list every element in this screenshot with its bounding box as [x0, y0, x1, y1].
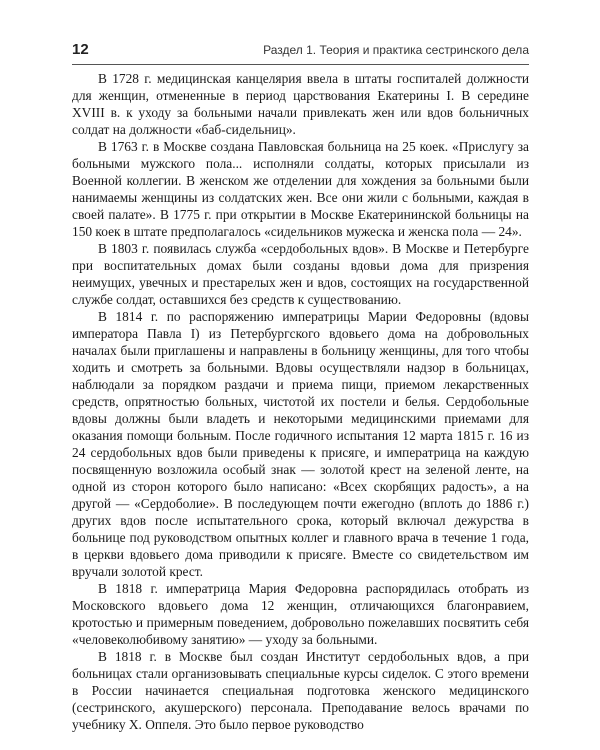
paragraph: В 1818 г. императрица Мария Федоровна распорядилась отобрать из Московского вдовьего дома 12 женщин, отличающихся благонравием, кротостью и примерным поведением, добровольно пожелавших посвятить себя «человеколюбивому занятию» — уходу за больными. — [72, 581, 529, 647]
paragraph: В 1728 г. медицинская канцелярия ввела в штаты госпиталей должности для женщин, отмененные в период царствования Екатерины I. В середине XVIII в. к уходу за больными начали привлекать жен или вдов больничных солдат на должности «баб-сидельниц». — [72, 71, 529, 137]
page-number: 12 — [72, 41, 89, 58]
page-header — [72, 40, 529, 64]
header-divider — [72, 64, 529, 65]
running-title: Раздел 1. Теория и практика сестринского дела — [263, 43, 529, 57]
paragraph: В 1814 г. по распоряжению императрицы Марии Федоровны (вдовы императора Павла I) из Петербургского вдовьего дома на добровольных началах были приглашены и направлены в больницу женщины, для того чтобы ходить и смотреть за больными. Вдовы осуществляли надзор в больницах, наблюдали за порядком раздачи и приема пищи, приемом лекарственных средств, опрятностью больных, чистотой их постели и белья. Сердобольные вдовы должны были владеть и некоторыми медицинскими приемами для оказания помощи больным. После годичного испытания 12 марта 1815 г. 16 из 24 сердобольных вдов были приведены к присяге, и императрица на каждую посвященную возложила особый знак — золотой крест на зеленой ленте, на одной из сторон которого было написано: «Всех скорбящих радость», а на другой — «Сердоболие». В последующем почти ежегодно (вплоть до 1886 г.) других вдов после испытательного срока, который включал дежурства в больнице под руководством опытных коллег и главного врача в течение 1 года, в церкви вдовьего дома приводили к присяге. Вместе со свидетельством им вручали золотой крест. — [72, 309, 529, 579]
paragraph: В 1763 г. в Москве создана Павловская больница на 25 коек. «Прислугу за больными мужского пола... исполняли солдаты, которых присылали из Военной коллегии. В женском же отделении для хождения за больными были нанимаемы женщины из солдатских жен. Все они жили с больными, каждая в своей палате». В 1775 г. при открытии в Москве Екатерининской больницы на 150 коек в штате предполагалось «сидельников мужеска и женска пола — 24». — [72, 139, 529, 239]
body-text — [72, 70, 529, 733]
paragraph: В 1803 г. появилась служба «сердобольных вдов». В Москве и Петербурге при воспитательных домах были созданы вдовьи дома для призрения неимущих, увечных и престарелых жен и вдов, состоящих на государственной службе солдат, оставшихся без средств к существованию. — [72, 241, 529, 307]
paragraph: В 1818 г. в Москве был создан Институт сердобольных вдов, а при больницах стали организовывать специальные курсы сиделок. С этого времени в России начинается специальная подготовка женского медицинского (сестринского, акушерского) персонала. Преподавание велось врачами по учебнику Х. Оппеля. Это было первое руководство — [72, 649, 529, 732]
